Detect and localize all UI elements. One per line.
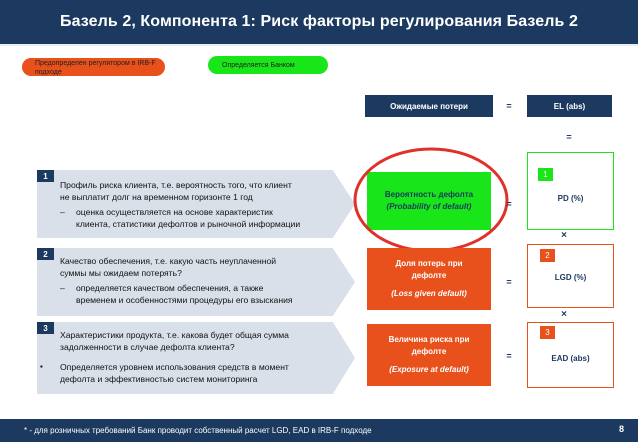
page-title: Базель 2, Компонента 1: Риск факторы регулирования Базель 2 <box>59 13 579 30</box>
el-equals-below: = <box>566 132 572 142</box>
row2-text-line2: суммы мы ожидаем потерять? <box>60 268 182 278</box>
ead-result-label: EAD (abs) <box>551 353 590 363</box>
row2-bullet-marker: – <box>60 283 65 293</box>
row2-bullet-line1: определяется качеством обеспечения, а также <box>76 283 264 293</box>
row3-number-tag: 3 <box>37 322 54 334</box>
row1-number-tag: 1 <box>37 170 54 182</box>
pd-subtitle: (Probability of default) <box>386 202 472 211</box>
ead-subtitle <box>389 364 469 376</box>
row1-bullet-marker: – <box>60 207 65 217</box>
row2-text-line1: Качество обеспечения, т.е. какую часть неуплаченной <box>60 256 277 266</box>
el-equals-sign: = <box>506 101 512 111</box>
ead-result-number: 3 <box>540 326 555 339</box>
lgd-title: Доля потерь при <box>395 259 463 268</box>
row1-bullet-line2: клиента, статистики дефолтов и рыночной информации <box>76 219 301 229</box>
ead-subtitle-text: (Exposure at default) <box>389 365 469 374</box>
row1-text-line2: не выплатит долг на временном горизонте 1 год <box>60 192 253 202</box>
row2-number-tag: 2 <box>37 248 54 260</box>
row2-bullet-line2: временем и особенностями процедуры его взыскания <box>76 295 293 305</box>
row3-bullet-line1: Определяется уровнем использования средств в момент <box>60 362 289 372</box>
ead-title-2: дефолте <box>411 347 447 356</box>
lgd-asterisk: * <box>473 286 478 298</box>
row3-text-line2: задолженности в случае дефолта клиента? <box>60 342 235 352</box>
row3-equals-sign: = <box>506 351 512 361</box>
el-result-box: EL (abs) <box>527 95 612 117</box>
pd-title: Вероятность дефолта <box>384 190 474 199</box>
pd-result-box <box>527 152 614 230</box>
pd-highlight-ellipse <box>352 146 510 254</box>
row3-bullet-marker: ▪ <box>40 362 43 371</box>
ead-asterisk: * <box>476 362 481 374</box>
row3-bullet-line2: дефолта и эффективностью систем мониторинга <box>60 374 258 384</box>
footer-note: * - для розничных требований Банк проводит собственный расчет LGD, EAD в IRB-F подходе <box>24 426 372 435</box>
legend-bank-label: Определяется Банком <box>222 62 295 69</box>
row1-bullet-line1: оценка осуществляется на основе характеристик <box>76 207 273 217</box>
row3-text-line1: Характеристики продукта, т.е. какова будет общая сумма <box>60 330 289 340</box>
loss-given-default-box <box>367 248 491 310</box>
pd-result-number: 1 <box>538 168 553 181</box>
row2-equals-sign: = <box>506 277 512 287</box>
page-number: 8 <box>619 424 625 434</box>
pd-result-label: PD (%) <box>557 193 584 203</box>
lgd-title-2: дефолте <box>411 271 447 280</box>
lgd-subtitle-text: (Loss given default) <box>391 289 467 298</box>
expected-loss-box: Ожидаемые потери <box>365 95 493 117</box>
row1-text-line1: Профиль риска клиента, т.е. вероятность того, что клиент <box>60 180 292 190</box>
ead-title: Величина риска при <box>388 335 470 344</box>
lgd-result-number: 2 <box>540 249 555 262</box>
times-sign-1: × <box>561 230 567 241</box>
exposure-at-default-box <box>367 324 491 386</box>
lgd-subtitle <box>391 288 467 300</box>
lgd-result-label: LGD (%) <box>554 272 587 282</box>
times-sign-2: × <box>561 309 567 320</box>
row1-equals-sign: = <box>506 199 512 209</box>
legend-regulator-label: Предопределен регулятором в IRB-F подходе <box>35 60 156 76</box>
